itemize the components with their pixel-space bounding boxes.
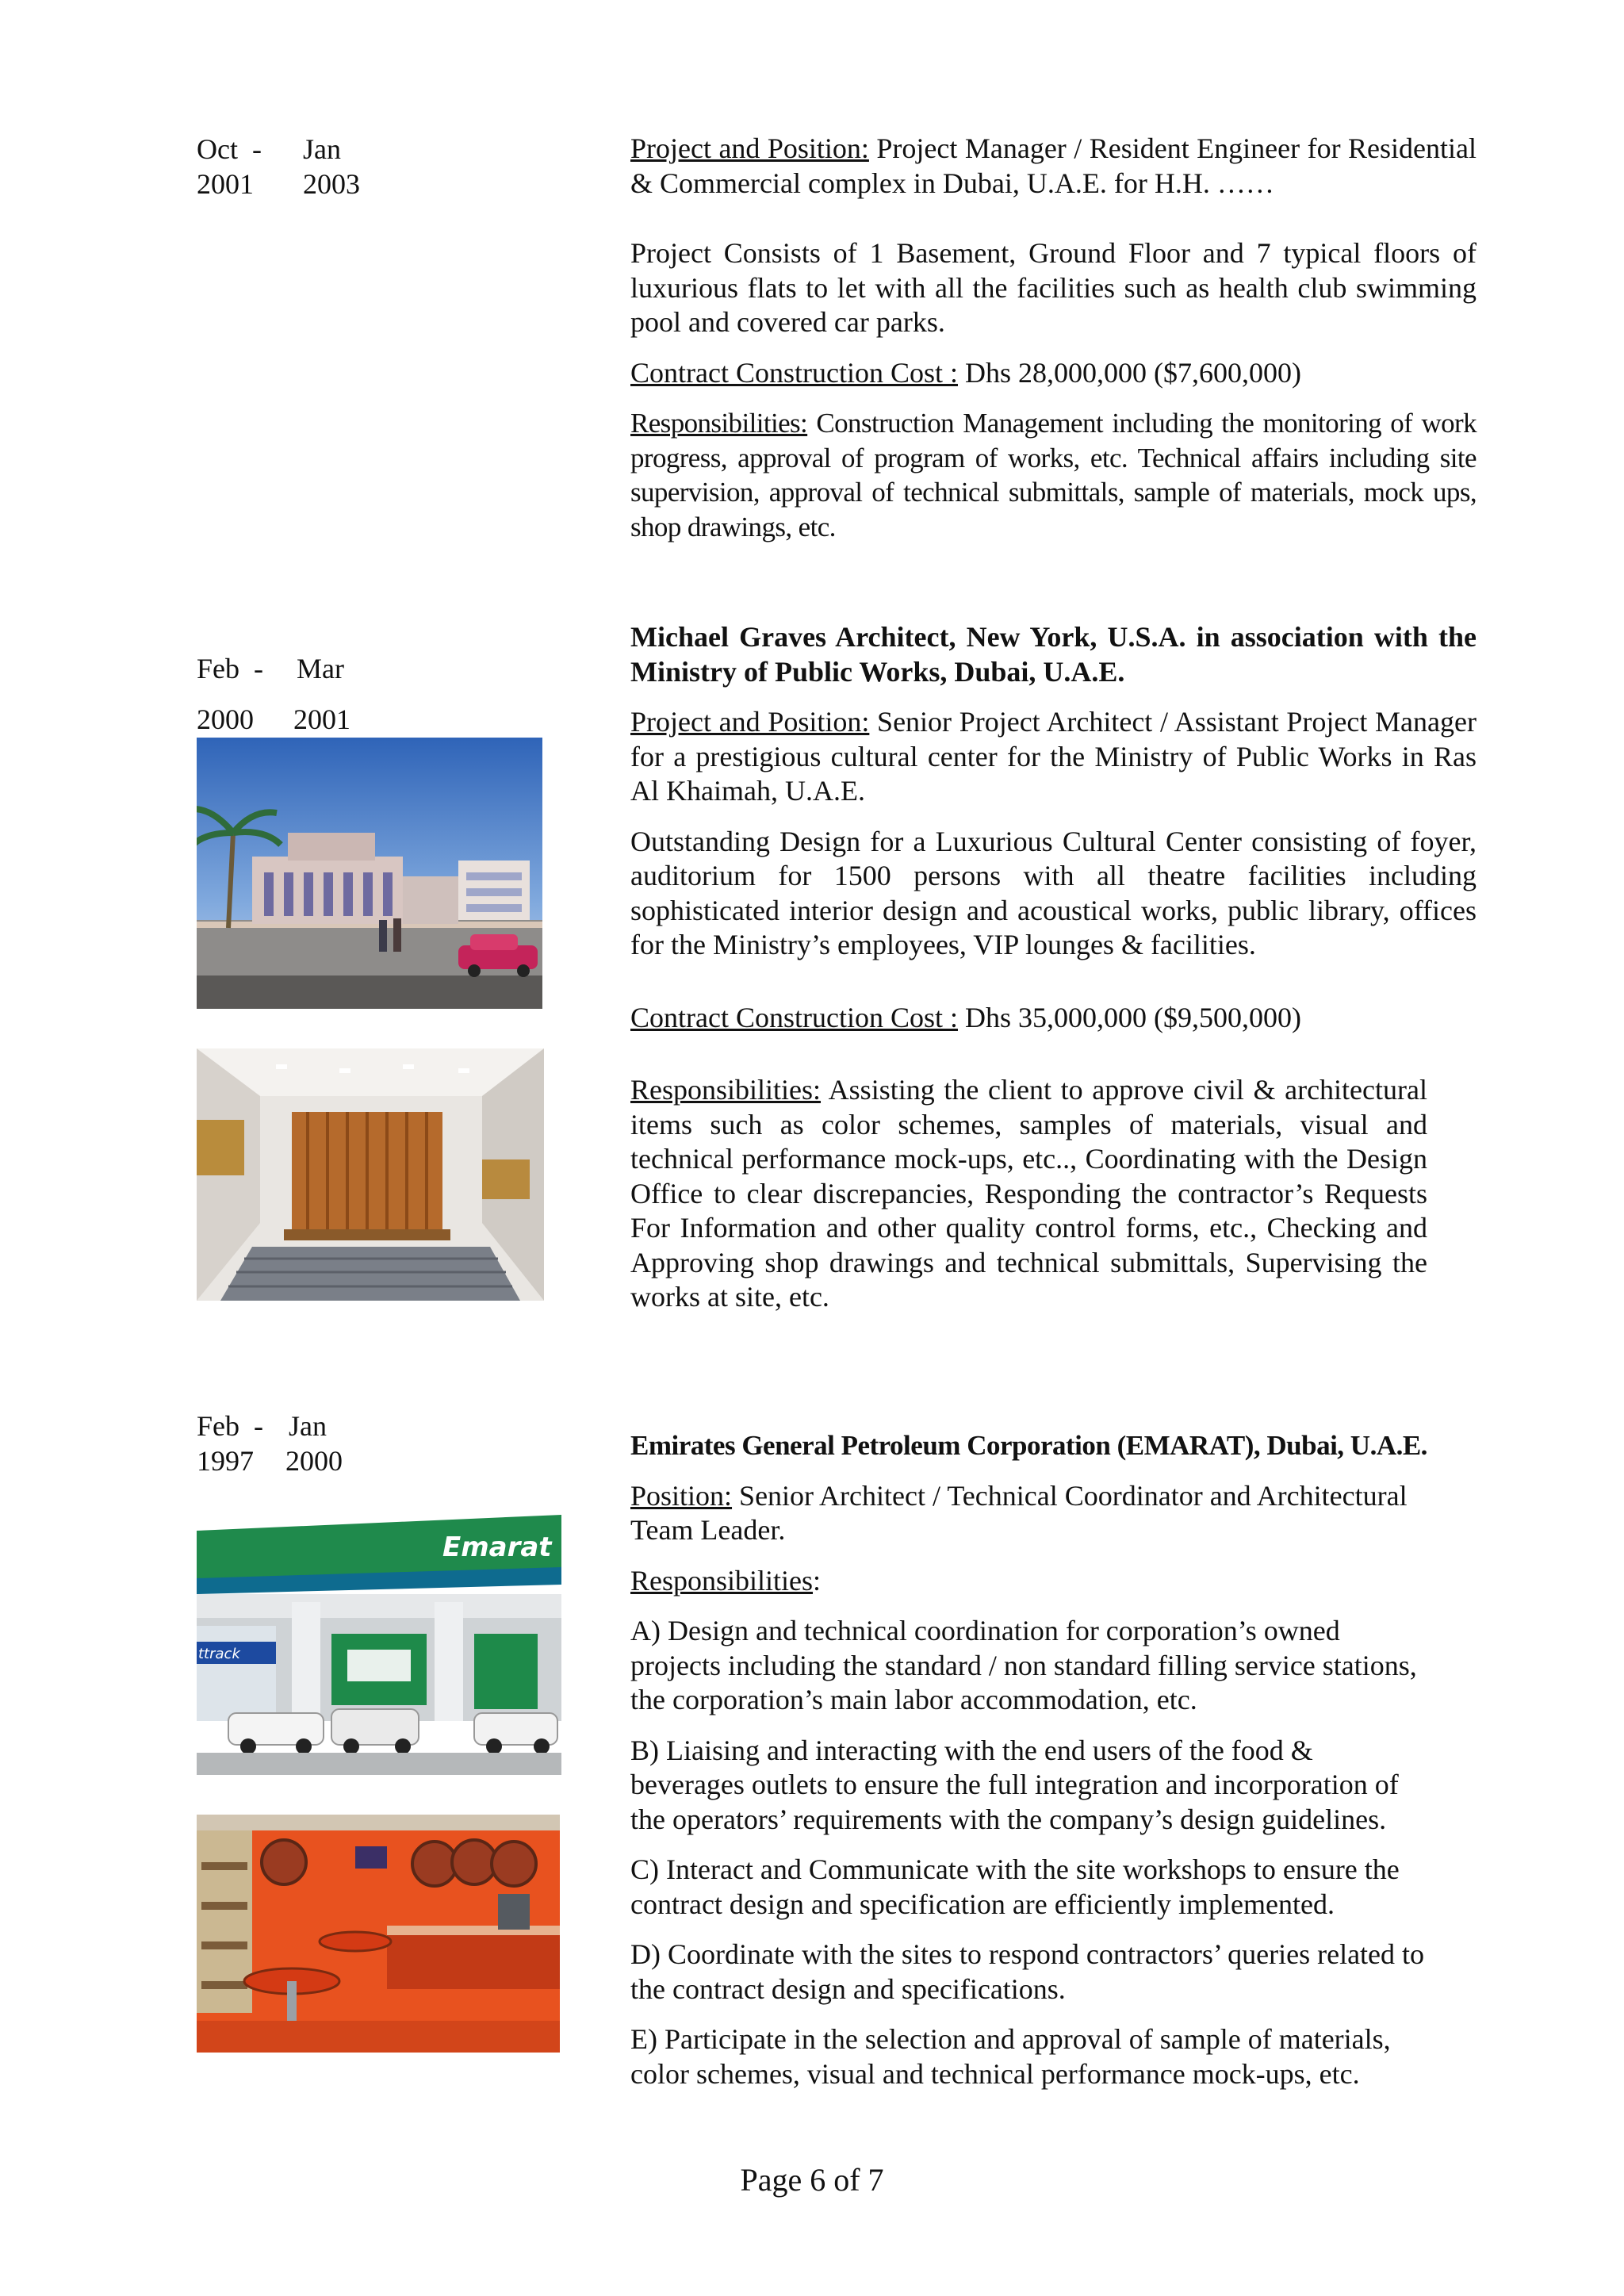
employer-name: Emirates General Petroleum Corporation (EMARAT), Dubai, U.A.E.	[630, 1430, 1427, 1461]
responsibility-item: B) Liaising and interacting with the end users of the food & beverages outlets to ensure the full integration and incorporation of the operators’ requirements with the company’s design guidelines.	[630, 1734, 1399, 1835]
date-from-month: Feb -	[197, 1410, 263, 1442]
date-to-month: Jan	[289, 1410, 327, 1442]
responsibility-item: D) Coordinate with the sites to respond contractors’ queries related to the contract design and specifications.	[630, 1938, 1425, 2005]
section-3-content	[630, 1428, 1477, 2091]
responsibilities-label: Responsibilities:	[630, 408, 808, 439]
cost-label: Contract Construction Cost :	[630, 1001, 958, 1033]
date-from-year: 1997	[197, 1445, 254, 1477]
date-from-year: 2000	[197, 703, 254, 735]
date-to-year: 2000	[285, 1445, 343, 1477]
cost-label: Contract Construction Cost :	[630, 356, 958, 389]
date-from-month: Oct -	[197, 133, 262, 165]
cultural-center-exterior-image	[197, 738, 542, 1009]
responsibility-list	[630, 1614, 1427, 2091]
date-from-month: Feb -	[197, 653, 263, 684]
responsibility-item: A) Design and technical coordination for corporation’s owned projects including the standard / non standard filling service stations, the corporation’s main labor accommodation, etc.	[630, 1615, 1417, 1715]
responsibilities-label: Responsibilities:	[630, 1074, 822, 1106]
responsibility-item: C) Interact and Communicate with the site workshops to ensure the contract design and specification are efficiently implemented.	[630, 1853, 1400, 1920]
project-description: Project Consists of 1 Basement, Ground Floor and 7 typical floors of luxurious flats to let with all the facilities such as health club swimming pool and covered car parks.	[630, 237, 1477, 338]
petrol-station-image	[197, 1515, 561, 1775]
date-to-year: 2003	[303, 168, 360, 200]
cost-value: Dhs 28,000,000 ($7,600,000)	[957, 356, 1301, 389]
employer-name: Michael Graves Architect, New York, U.S.A. in association with the Ministry of Public Works, Dubai, U.A.E.	[630, 621, 1477, 688]
responsibilities-colon: :	[813, 1564, 822, 1596]
food-outlet-interior-image	[197, 1815, 560, 2053]
date-to-year: 2001	[293, 703, 350, 735]
responsibilities-text: Construction Management including the monitoring of work progress, approval of program of works, etc. Technical affairs including site supervision, approval of technical submittals, sample of materials, mock ups, shop drawings, etc.	[630, 408, 1477, 542]
emarat-sign-text: Emarat	[442, 1531, 552, 1563]
date-range-3	[197, 1409, 343, 1478]
position	[630, 1479, 1477, 1548]
page-number: Page 6 of 7	[740, 2162, 884, 2198]
project-description: Outstanding Design for a Luxurious Cultural Center consisting of foyer, auditorium for 1500 persons with all theatre facilities including sophisticated interior design and acoustical works, public library, offices for the Ministry’s employees, VIP lounges & facilities.	[630, 825, 1477, 960]
contract-cost	[630, 1001, 1477, 1036]
date-range-1	[197, 132, 360, 201]
responsibilities-text: Assisting the client to approve civil & architectural items such as color schemes, samples of materials, visual and technical performance mock-ups, etc.., Coordinating with the Design Office to clear discrepancies, Responding the contractor’s Requests For Information and other quality control forms, etc., Checking and Approving shop drawings and technical submittals, Supervising the works at site, etc.	[630, 1074, 1427, 1313]
responsibilities	[630, 1073, 1427, 1315]
project-position	[630, 132, 1477, 201]
project-position-label: Project and Position:	[630, 706, 870, 738]
mart-sign-text: ttrack	[198, 1646, 240, 1662]
position-text: Senior Architect / Technical Coordinator and Architectural Team Leader.	[630, 1479, 1408, 1546]
date-range-2	[197, 651, 350, 737]
responsibility-item: E) Participate in the selection and approval of sample of materials, color schemes, visual and technical performance mock-ups, etc.	[630, 2023, 1391, 2090]
project-position-text: Project Manager / Resident Engineer for Residential & Commercial complex in Dubai, U.A.E. for H.H. ……	[630, 132, 1477, 199]
position-label: Position:	[630, 1479, 733, 1512]
responsibilities	[630, 406, 1477, 544]
contract-cost	[630, 356, 1477, 391]
section-1-content	[630, 132, 1477, 544]
project-position-text: Senior Project Architect / Assistant Project Manager for a prestigious cultural center for the Ministry of Public Works in Ras Al Khaimah, U.A.E.	[630, 706, 1477, 807]
cost-value: Dhs 35,000,000 ($9,500,000)	[957, 1001, 1301, 1033]
project-position	[630, 705, 1477, 809]
project-position-label: Project and Position:	[630, 132, 869, 164]
date-to-month: Jan	[303, 133, 341, 165]
auditorium-interior-image	[197, 1048, 544, 1301]
responsibilities-heading	[630, 1564, 1477, 1599]
date-to-month: Mar	[297, 653, 344, 684]
responsibilities-label: Responsibilities	[630, 1564, 814, 1596]
date-from-year: 2001	[197, 168, 254, 200]
section-2-content	[630, 619, 1477, 1315]
